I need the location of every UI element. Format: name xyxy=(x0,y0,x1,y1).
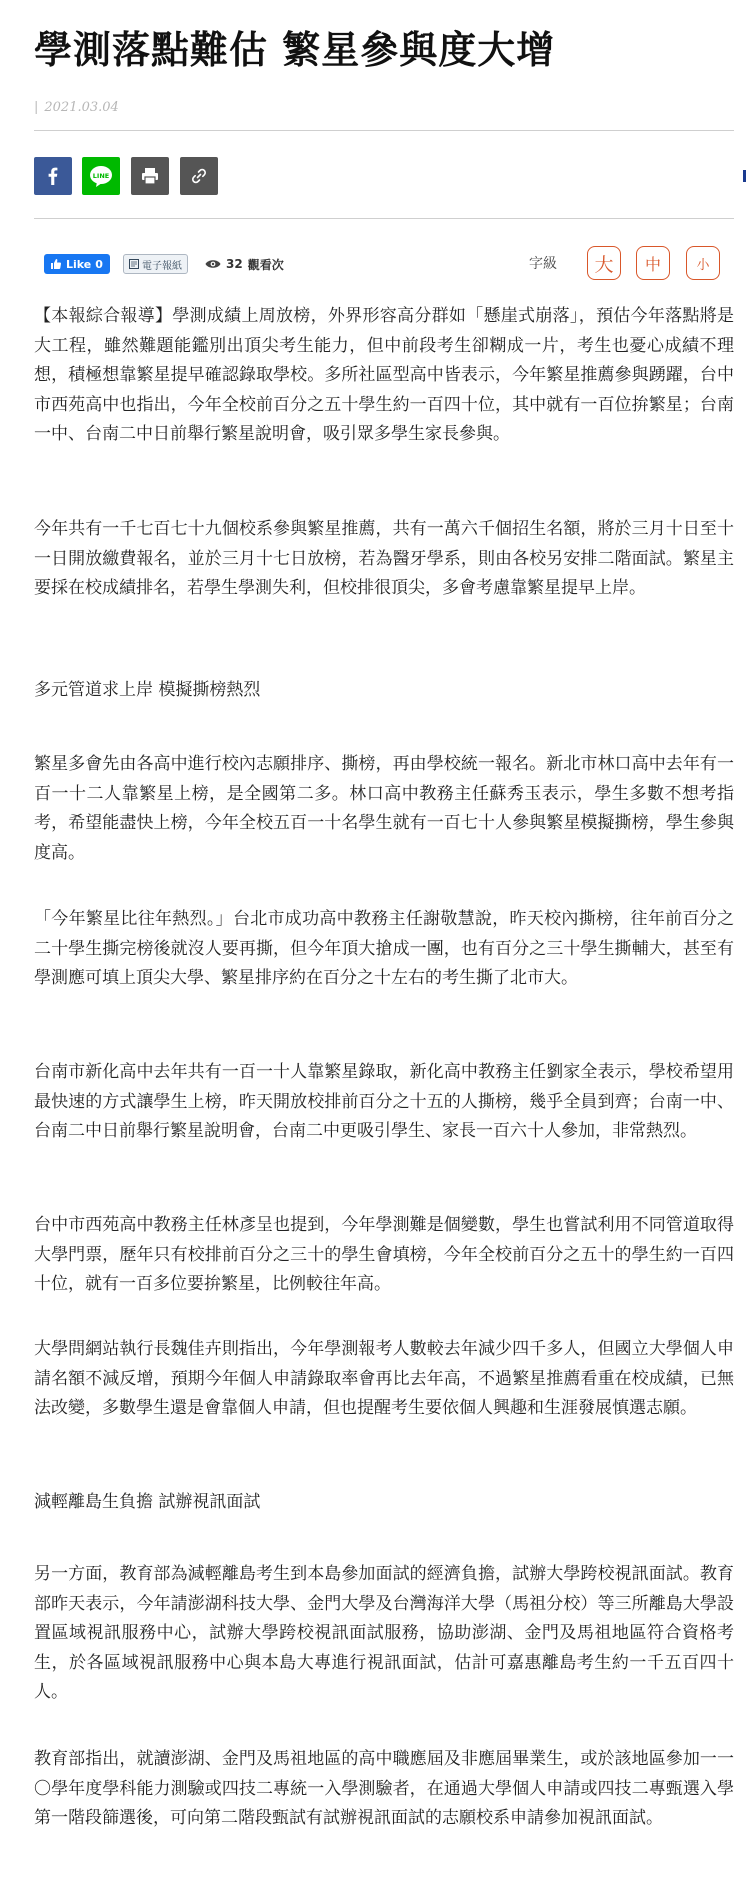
edge-marker xyxy=(743,170,746,182)
date-separator: | xyxy=(34,100,39,115)
article-paragraph: 【本報綜合報導】學測成績上周放榜，外界形容高分群如「懸崖式崩落」，預估今年落點將是大工程，雖然難題能鑑別出頂尖考生能力，但中前段考生卻糊成一片，考生也憂心成績不理想，積極想靠繁星提早確認錄取學校。多所社區型高中皆表示，今年繁星推薦參與踴躍，台中市西苑高中也指出，今年全校前百分之五十學生約一百四十位，其中就有一百位拚繁星；台南一中、台南二中日前舉行繁星說明會，吸引眾多學生家長參與。 xyxy=(34,306,734,444)
font-size-small-button[interactable]: 小 xyxy=(686,246,720,280)
section-subheading: 減輕離島生負擔 試辦視訊面試 xyxy=(34,1492,261,1512)
line-icon-text: LINE xyxy=(92,172,110,180)
font-size-large-button[interactable]: 大 xyxy=(587,246,621,280)
article-paragraph: 教育部指出，就讀澎湖、金門及馬祖地區的高中職應屆及非應屆畢業生，或於該地區參加一一〇學年度學科能力測驗或四技二專統一入學測驗者，在通過大學個人申請或四技二專甄選入學第一階段篩選後，可向第二階段甄試有試辦視訊面試的志願校系申請參加視訊面試。 xyxy=(34,1749,734,1828)
article-paragraph: 「今年繁星比往年熱烈。」台北市成功高中教務主任謝敬慧說，昨天校內撕榜，往年前百分之二十學生撕完榜後就沒人要再撕，但今年頂大搶成一團，也有百分之三十學生撕輔大，甚至有學測應可填上頂尖大學、繁星排序約在百分之十左右的考生撕了北市大。 xyxy=(34,909,734,988)
divider-top xyxy=(34,130,734,131)
line-share-button[interactable] xyxy=(82,157,120,195)
print-button[interactable] xyxy=(131,157,169,195)
section-subheading: 多元管道求上岸 模擬撕榜熱烈 xyxy=(34,680,261,700)
article-paragraph: 今年共有一千七百七十九個校系參與繁星推薦，共有一萬六千個招生名額，將於三月十日至十一日開放繳費報名，並於三月十七日放榜，若為醫牙學系，則由各校另安排二階面試。繁星主要採在校成績排名，若學生學測失利，但校排很頂尖，多會考慮靠繁星提早上岸。 xyxy=(34,519,734,598)
copy-link-button[interactable] xyxy=(180,157,218,195)
article-paragraph: 另一方面，教育部為減輕離島考生到本島參加面試的經濟負擔，試辦大學跨校視訊面試。教育部昨天表示，今年請澎湖科技大學、金門大學及台灣海洋大學（馬祖分校）等三所離島大學設置區域視訊服務中心，試辦大學跨校視訊面試服務，協助澎湖、金門及馬祖地區符合資格考生，於各區域視訊服務中心與本島大專進行視訊面試，估計可嘉惠離島考生約一千五百四十人。 xyxy=(34,1564,734,1702)
facebook-icon xyxy=(42,165,64,187)
article-paragraph: 台南市新化高中去年共有一百一十人靠繁星錄取，新化高中教務主任劉家全表示，學校希望用最快速的方式讓學生上榜，昨天開放校排前百分之十五的人撕榜，幾乎全員到齊；台南一中、台南二中日前舉行繁星說明會，台南二中更吸引學生、家長一百六十人參加，非常熱烈。 xyxy=(34,1062,734,1141)
font-size-medium-button[interactable]: 中 xyxy=(636,246,670,280)
newspaper-icon xyxy=(129,259,139,269)
fb-like-label: Like xyxy=(66,257,92,271)
divider-bottom xyxy=(34,218,734,219)
fb-like-count: 0 xyxy=(95,257,103,271)
epaper-button[interactable] xyxy=(123,254,188,274)
article-paragraph: 繁星多會先由各高中進行校內志願排序、撕榜，再由學校統一報名。新北市林口高中去年有一百一十二人靠繁星上榜，是全國第二多。林口高中教務主任蘇秀玉表示，學生多數不想考指考，希望能盡快上榜，今年全校五百一十名學生就有一百七十人參與繁星模擬撕榜，學生參與度高。 xyxy=(34,754,734,863)
thumbs-up-icon xyxy=(50,258,62,270)
link-icon xyxy=(189,166,209,186)
view-count-label: 觀看次 xyxy=(247,257,284,272)
article-meta-row xyxy=(34,246,734,282)
article-date: 2021.03.04 xyxy=(44,100,119,115)
print-icon xyxy=(140,166,160,186)
eye-icon xyxy=(205,258,221,270)
view-count-number: 32 xyxy=(226,257,243,271)
article-title: 學測落點難估 繁星參與度大增 xyxy=(34,28,556,72)
article-paragraph: 台中市西苑高中教務主任林彥呈也提到，今年學測難是個變數，學生也嘗試利用不同管道取得大學門票，歷年只有校排前百分之三十的學生會填榜，今年全校前百分之五十的學生約一百四十位，就有一百多位要拚繁星，比例較往年高。 xyxy=(34,1215,734,1294)
line-icon xyxy=(88,164,114,188)
font-size-label: 字級 xyxy=(529,256,557,272)
view-count xyxy=(205,254,284,274)
article-paragraph: 大學問網站執行長魏佳卉則指出，今年學測報考人數較去年減少四千多人，但國立大學個人申請名額不減反增，預期今年個人申請錄取率會再比去年高，不過繁星推薦看重在校成績，已無法改變，多數學生還是會靠個人申請，但也提醒考生要依個人興趣和生涯發展慎選志願。 xyxy=(34,1339,734,1418)
epaper-label: 電子報紙 xyxy=(142,260,182,272)
facebook-share-button[interactable] xyxy=(34,157,72,195)
fb-like-button[interactable] xyxy=(44,254,110,274)
article-date-row xyxy=(34,96,119,120)
